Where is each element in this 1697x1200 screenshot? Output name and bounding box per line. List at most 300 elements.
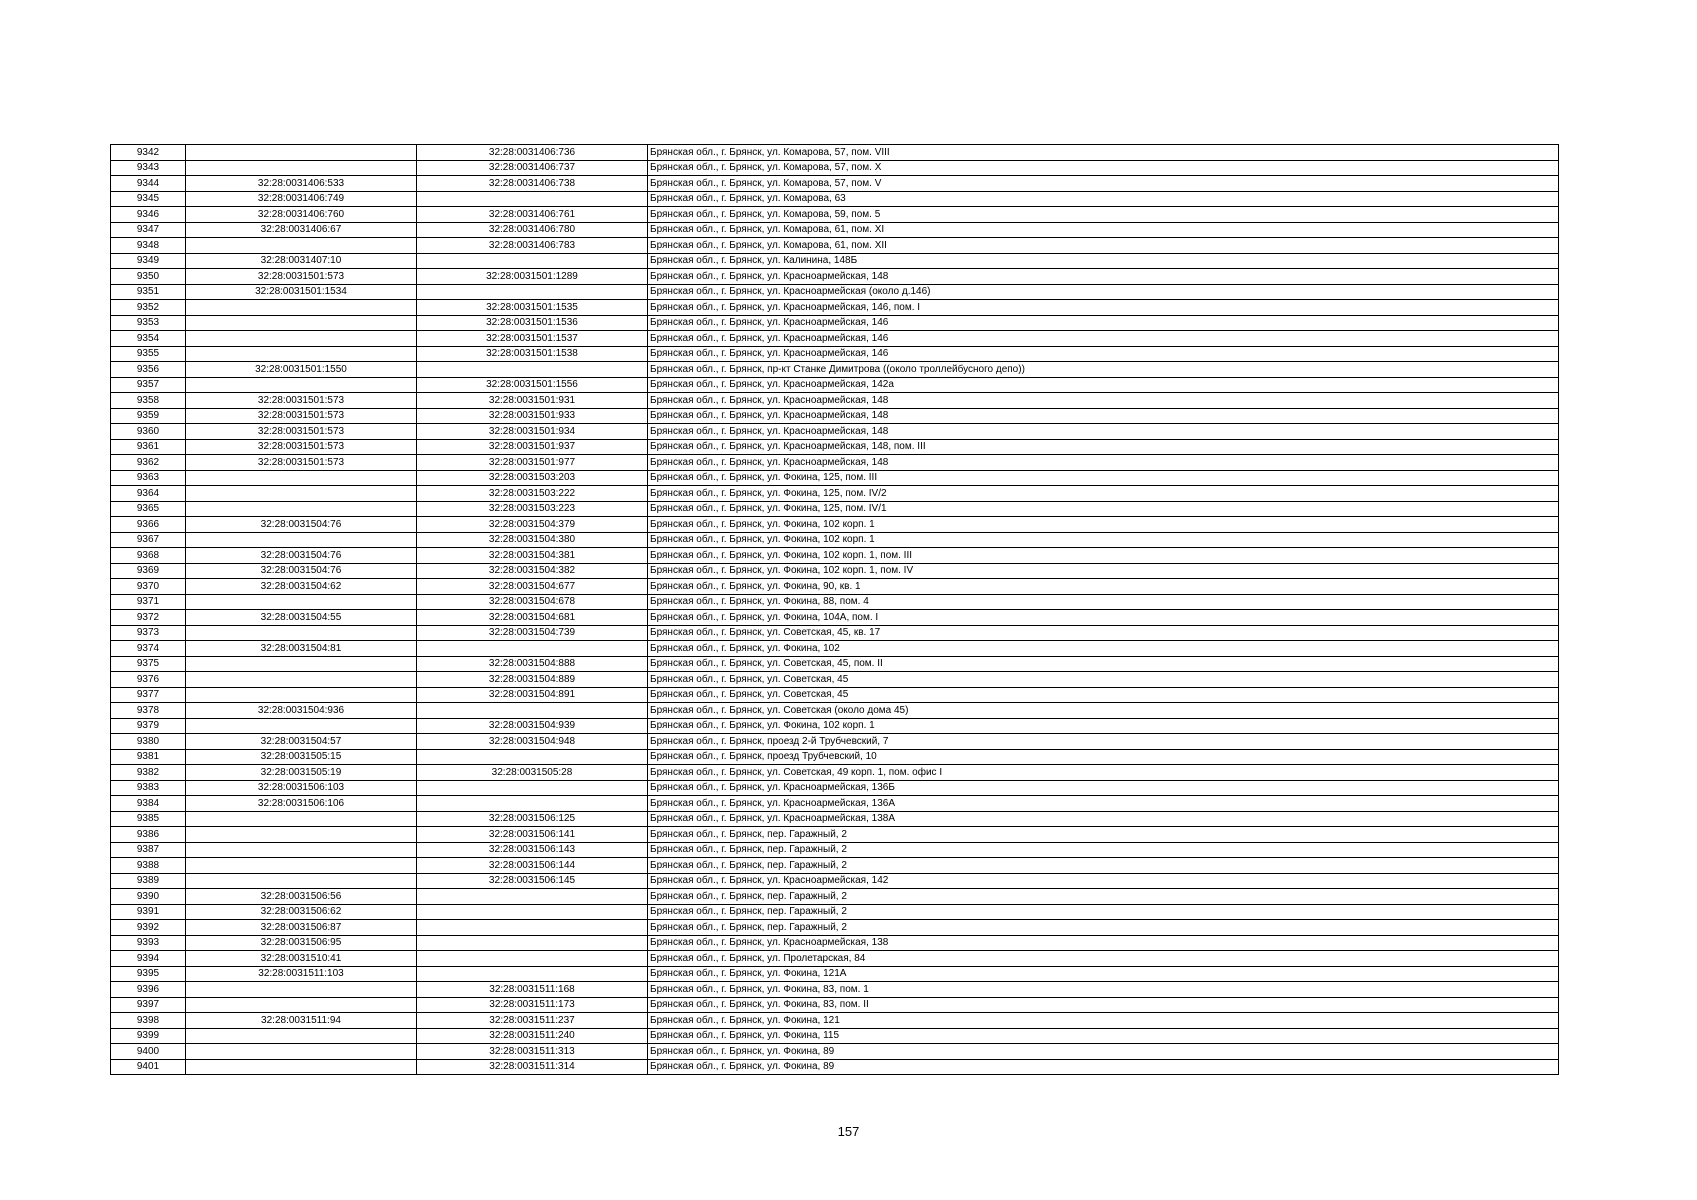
object-number-cell: 32:28:0031501:1537	[417, 331, 648, 347]
address-cell: Брянская обл., г. Брянск, ул. Фокина, 102 корп. 1, пом. IV	[648, 563, 1559, 579]
row-number-cell: 9374	[111, 641, 186, 657]
table-row	[111, 1013, 1559, 1029]
address-cell: Брянская обл., г. Брянск, ул. Фокина, 90, кв. 1	[648, 579, 1559, 595]
table-row	[111, 858, 1559, 874]
row-number-cell: 9393	[111, 935, 186, 951]
table-row	[111, 160, 1559, 176]
table-row	[111, 284, 1559, 300]
row-number-cell: 9388	[111, 858, 186, 874]
address-cell: Брянская обл., г. Брянск, ул. Советская, 49 корп. 1, пом. офис I	[648, 765, 1559, 781]
table-row	[111, 346, 1559, 362]
object-number-cell: 32:28:0031511:173	[417, 997, 648, 1013]
table-row	[111, 796, 1559, 812]
object-number-cell: 32:28:0031406:738	[417, 176, 648, 192]
row-number-cell: 9368	[111, 548, 186, 564]
address-cell: Брянская обл., г. Брянск, ул. Фокина, 89	[648, 1044, 1559, 1060]
row-number-cell: 9342	[111, 145, 186, 161]
object-number-cell: 32:28:0031503:222	[417, 486, 648, 502]
parcel-number-cell: 32:28:0031406:749	[186, 191, 417, 207]
row-number-cell: 9343	[111, 160, 186, 176]
row-number-cell: 9354	[111, 331, 186, 347]
address-cell: Брянская обл., г. Брянск, ул. Фокина, 102 корп. 1	[648, 532, 1559, 548]
object-number-cell	[417, 951, 648, 967]
parcel-number-cell: 32:28:0031504:81	[186, 641, 417, 657]
row-number-cell: 9390	[111, 889, 186, 905]
table-row	[111, 920, 1559, 936]
address-cell: Брянская обл., г. Брянск, ул. Фокина, 121	[648, 1013, 1559, 1029]
object-number-cell: 32:28:0031503:223	[417, 501, 648, 517]
row-number-cell: 9347	[111, 222, 186, 238]
table-row	[111, 470, 1559, 486]
object-number-cell: 32:28:0031501:1538	[417, 346, 648, 362]
address-cell: Брянская обл., г. Брянск, ул. Калинина, 148Б	[648, 253, 1559, 269]
object-number-cell: 32:28:0031511:168	[417, 982, 648, 998]
table-row	[111, 780, 1559, 796]
table-row	[111, 904, 1559, 920]
address-cell: Брянская обл., г. Брянск, ул. Комарова, 57, пом. X	[648, 160, 1559, 176]
table-row	[111, 842, 1559, 858]
object-number-cell: 32:28:0031501:1289	[417, 269, 648, 285]
parcel-number-cell	[186, 687, 417, 703]
address-cell: Брянская обл., г. Брянск, пер. Гаражный, 2	[648, 904, 1559, 920]
parcel-number-cell: 32:28:0031501:573	[186, 269, 417, 285]
table-row	[111, 300, 1559, 316]
table-row	[111, 687, 1559, 703]
object-number-cell: 32:28:0031501:1536	[417, 315, 648, 331]
address-cell: Брянская обл., г. Брянск, пер. Гаражный, 2	[648, 858, 1559, 874]
table-row	[111, 1059, 1559, 1075]
parcel-number-cell	[186, 160, 417, 176]
table-row	[111, 765, 1559, 781]
table-row	[111, 811, 1559, 827]
row-number-cell: 9400	[111, 1044, 186, 1060]
object-number-cell: 32:28:0031504:379	[417, 517, 648, 533]
parcel-number-cell: 32:28:0031407:10	[186, 253, 417, 269]
row-number-cell: 9364	[111, 486, 186, 502]
row-number-cell: 9363	[111, 470, 186, 486]
table-row	[111, 377, 1559, 393]
object-number-cell	[417, 749, 648, 765]
table-row	[111, 269, 1559, 285]
object-number-cell: 32:28:0031501:931	[417, 393, 648, 409]
row-number-cell: 9357	[111, 377, 186, 393]
table-row	[111, 935, 1559, 951]
table-row	[111, 625, 1559, 641]
address-cell: Брянская обл., г. Брянск, ул. Фокина, 83, пом. 1	[648, 982, 1559, 998]
table-row	[111, 439, 1559, 455]
object-number-cell: 32:28:0031511:314	[417, 1059, 648, 1075]
object-number-cell: 32:28:0031406:761	[417, 207, 648, 223]
row-number-cell: 9379	[111, 718, 186, 734]
object-number-cell	[417, 284, 648, 300]
address-cell: Брянская обл., г. Брянск, проезд 2-й Трубчевский, 7	[648, 734, 1559, 750]
address-cell: Брянская обл., г. Брянск, ул. Фокина, 89	[648, 1059, 1559, 1075]
object-number-cell	[417, 641, 648, 657]
row-number-cell: 9395	[111, 966, 186, 982]
row-number-cell: 9350	[111, 269, 186, 285]
object-number-cell	[417, 935, 648, 951]
row-number-cell: 9360	[111, 424, 186, 440]
address-cell: Брянская обл., г. Брянск, ул. Красноармейская, 146	[648, 346, 1559, 362]
address-cell: Брянская обл., г. Брянск, ул. Фокина, 102 корп. 1	[648, 718, 1559, 734]
row-number-cell: 9361	[111, 439, 186, 455]
parcel-number-cell	[186, 501, 417, 517]
row-number-cell: 9394	[111, 951, 186, 967]
row-number-cell: 9382	[111, 765, 186, 781]
object-number-cell: 32:28:0031406:737	[417, 160, 648, 176]
address-cell: Брянская обл., г. Брянск, ул. Фокина, 125, пом. IV/2	[648, 486, 1559, 502]
row-number-cell: 9346	[111, 207, 186, 223]
object-number-cell: 32:28:0031506:144	[417, 858, 648, 874]
table-row	[111, 222, 1559, 238]
address-cell: Брянская обл., г. Брянск, ул. Фокина, 88, пом. 4	[648, 594, 1559, 610]
address-cell: Брянская обл., г. Брянск, ул. Советская, 45, кв. 17	[648, 625, 1559, 641]
object-number-cell: 32:28:0031501:934	[417, 424, 648, 440]
address-cell: Брянская обл., г. Брянск, ул. Фокина, 104А, пом. I	[648, 610, 1559, 626]
parcel-number-cell	[186, 827, 417, 843]
table-row	[111, 749, 1559, 765]
row-number-cell: 9378	[111, 703, 186, 719]
table-row	[111, 517, 1559, 533]
address-cell: Брянская обл., г. Брянск, ул. Красноармейская, 138А	[648, 811, 1559, 827]
object-number-cell	[417, 253, 648, 269]
object-number-cell: 32:28:0031504:891	[417, 687, 648, 703]
object-number-cell: 32:28:0031504:382	[417, 563, 648, 579]
address-cell: Брянская обл., г. Брянск, ул. Красноармейская, 146	[648, 331, 1559, 347]
table-row	[111, 253, 1559, 269]
parcel-number-cell	[186, 625, 417, 641]
parcel-number-cell	[186, 873, 417, 889]
parcel-number-cell: 32:28:0031501:573	[186, 393, 417, 409]
address-cell: Брянская обл., г. Брянск, ул. Красноармейская, 148	[648, 269, 1559, 285]
parcel-number-cell: 32:28:0031505:19	[186, 765, 417, 781]
object-number-cell: 32:28:0031511:237	[417, 1013, 648, 1029]
table-row	[111, 563, 1559, 579]
table-row	[111, 548, 1559, 564]
row-number-cell: 9383	[111, 780, 186, 796]
object-number-cell	[417, 191, 648, 207]
address-cell: Брянская обл., г. Брянск, ул. Красноармейская, 136А	[648, 796, 1559, 812]
object-number-cell: 32:28:0031504:681	[417, 610, 648, 626]
address-cell: Брянская обл., г. Брянск, ул. Красноармейская, 148	[648, 424, 1559, 440]
address-cell: Брянская обл., г. Брянск, пер. Гаражный, 2	[648, 827, 1559, 843]
address-cell: Брянская обл., г. Брянск, пр-кт Станке Димитрова ((около троллейбусного депо))	[648, 362, 1559, 378]
row-number-cell: 9372	[111, 610, 186, 626]
table-row	[111, 238, 1559, 254]
object-number-cell: 32:28:0031506:125	[417, 811, 648, 827]
parcel-number-cell	[186, 300, 417, 316]
parcel-number-cell	[186, 1044, 417, 1060]
parcel-number-cell	[186, 842, 417, 858]
row-number-cell: 9359	[111, 408, 186, 424]
parcel-number-cell	[186, 982, 417, 998]
row-number-cell: 9391	[111, 904, 186, 920]
object-number-cell	[417, 796, 648, 812]
address-cell: Брянская обл., г. Брянск, ул. Фокина, 125, пом. III	[648, 470, 1559, 486]
parcel-number-cell	[186, 346, 417, 362]
address-cell: Брянская обл., г. Брянск, ул. Красноармейская, 148	[648, 408, 1559, 424]
object-number-cell: 32:28:0031501:977	[417, 455, 648, 471]
address-cell: Брянская обл., г. Брянск, ул. Красноармейская, 138	[648, 935, 1559, 951]
address-cell: Брянская обл., г. Брянск, ул. Фокина, 102 корп. 1	[648, 517, 1559, 533]
address-cell: Брянская обл., г. Брянск, ул. Советская (около дома 45)	[648, 703, 1559, 719]
row-number-cell: 9384	[111, 796, 186, 812]
parcel-number-cell	[186, 811, 417, 827]
row-number-cell: 9351	[111, 284, 186, 300]
table-row	[111, 827, 1559, 843]
parcel-number-cell: 32:28:0031501:1550	[186, 362, 417, 378]
parcel-number-cell: 32:28:0031511:94	[186, 1013, 417, 1029]
parcel-number-cell	[186, 1059, 417, 1075]
object-number-cell: 32:28:0031503:203	[417, 470, 648, 486]
parcel-number-cell	[186, 486, 417, 502]
parcel-number-cell	[186, 470, 417, 486]
parcel-number-cell	[186, 315, 417, 331]
table-row	[111, 966, 1559, 982]
row-number-cell: 9386	[111, 827, 186, 843]
parcel-number-cell: 32:28:0031406:67	[186, 222, 417, 238]
row-number-cell: 9371	[111, 594, 186, 610]
address-cell: Брянская обл., г. Брянск, ул. Советская, 45	[648, 687, 1559, 703]
row-number-cell: 9375	[111, 656, 186, 672]
object-number-cell	[417, 362, 648, 378]
address-cell: Брянская обл., г. Брянск, ул. Комарова, 57, пом. VIII	[648, 145, 1559, 161]
parcel-number-cell: 32:28:0031506:87	[186, 920, 417, 936]
parcel-number-cell: 32:28:0031510:41	[186, 951, 417, 967]
address-cell: Брянская обл., г. Брянск, проезд Трубчевский, 10	[648, 749, 1559, 765]
parcel-number-cell: 32:28:0031501:573	[186, 455, 417, 471]
parcel-number-cell	[186, 858, 417, 874]
object-number-cell: 32:28:0031504:948	[417, 734, 648, 750]
address-cell: Брянская обл., г. Брянск, ул. Фокина, 115	[648, 1028, 1559, 1044]
object-number-cell: 32:28:0031406:783	[417, 238, 648, 254]
parcel-number-cell: 32:28:0031504:936	[186, 703, 417, 719]
object-number-cell: 32:28:0031504:381	[417, 548, 648, 564]
row-number-cell: 9362	[111, 455, 186, 471]
object-number-cell: 32:28:0031504:939	[417, 718, 648, 734]
row-number-cell: 9358	[111, 393, 186, 409]
row-number-cell: 9376	[111, 672, 186, 688]
object-number-cell: 32:28:0031511:313	[417, 1044, 648, 1060]
parcel-number-cell: 32:28:0031504:55	[186, 610, 417, 626]
table-row	[111, 362, 1559, 378]
table-row	[111, 207, 1559, 223]
row-number-cell: 9389	[111, 873, 186, 889]
address-cell: Брянская обл., г. Брянск, ул. Комарова, 59, пом. 5	[648, 207, 1559, 223]
row-number-cell: 9353	[111, 315, 186, 331]
table-row	[111, 532, 1559, 548]
address-cell: Брянская обл., г. Брянск, ул. Фокина, 125, пом. IV/1	[648, 501, 1559, 517]
parcel-number-cell	[186, 672, 417, 688]
object-number-cell	[417, 703, 648, 719]
object-number-cell: 32:28:0031406:780	[417, 222, 648, 238]
row-number-cell: 9367	[111, 532, 186, 548]
parcel-number-cell: 32:28:0031504:76	[186, 548, 417, 564]
row-number-cell: 9381	[111, 749, 186, 765]
address-cell: Брянская обл., г. Брянск, ул. Советская, 45	[648, 672, 1559, 688]
row-number-cell: 9392	[111, 920, 186, 936]
table-row	[111, 176, 1559, 192]
parcel-number-cell: 32:28:0031506:95	[186, 935, 417, 951]
address-cell: Брянская обл., г. Брянск, ул. Красноармейская, 148, пом. III	[648, 439, 1559, 455]
table-row	[111, 408, 1559, 424]
table-row	[111, 455, 1559, 471]
object-number-cell: 32:28:0031504:888	[417, 656, 648, 672]
row-number-cell: 9370	[111, 579, 186, 595]
parcel-number-cell: 32:28:0031406:533	[186, 176, 417, 192]
table-row	[111, 734, 1559, 750]
object-number-cell: 32:28:0031504:739	[417, 625, 648, 641]
object-number-cell: 32:28:0031504:889	[417, 672, 648, 688]
table-body	[111, 145, 1559, 1075]
address-cell: Брянская обл., г. Брянск, ул. Красноармейская, 142а	[648, 377, 1559, 393]
table-row	[111, 982, 1559, 998]
address-cell: Брянская обл., г. Брянск, ул. Фокина, 102 корп. 1, пом. III	[648, 548, 1559, 564]
table-row	[111, 656, 1559, 672]
cadastral-table	[110, 144, 1559, 1075]
table-row	[111, 951, 1559, 967]
object-number-cell: 32:28:0031506:143	[417, 842, 648, 858]
parcel-number-cell	[186, 718, 417, 734]
table-row	[111, 594, 1559, 610]
address-cell: Брянская обл., г. Брянск, ул. Красноармейская, 148	[648, 393, 1559, 409]
row-number-cell: 9377	[111, 687, 186, 703]
table-row	[111, 191, 1559, 207]
table-row	[111, 393, 1559, 409]
parcel-number-cell: 32:28:0031506:106	[186, 796, 417, 812]
parcel-number-cell: 32:28:0031501:573	[186, 439, 417, 455]
parcel-number-cell: 32:28:0031504:57	[186, 734, 417, 750]
address-cell: Брянская обл., г. Брянск, ул. Комарова, 63	[648, 191, 1559, 207]
object-number-cell: 32:28:0031504:677	[417, 579, 648, 595]
parcel-number-cell	[186, 1028, 417, 1044]
row-number-cell: 9399	[111, 1028, 186, 1044]
parcel-number-cell: 32:28:0031506:103	[186, 780, 417, 796]
row-number-cell: 9352	[111, 300, 186, 316]
address-cell: Брянская обл., г. Брянск, ул. Фокина, 121А	[648, 966, 1559, 982]
row-number-cell: 9369	[111, 563, 186, 579]
parcel-number-cell: 32:28:0031504:62	[186, 579, 417, 595]
object-number-cell: 32:28:0031501:933	[417, 408, 648, 424]
row-number-cell: 9344	[111, 176, 186, 192]
table-row	[111, 145, 1559, 161]
parcel-number-cell: 32:28:0031504:76	[186, 517, 417, 533]
parcel-number-cell: 32:28:0031501:1534	[186, 284, 417, 300]
row-number-cell: 9349	[111, 253, 186, 269]
row-number-cell: 9396	[111, 982, 186, 998]
table-row	[111, 424, 1559, 440]
object-number-cell: 32:28:0031511:240	[417, 1028, 648, 1044]
address-cell: Брянская обл., г. Брянск, ул. Комарова, 61, пом. XII	[648, 238, 1559, 254]
address-cell: Брянская обл., г. Брянск, пер. Гаражный, 2	[648, 920, 1559, 936]
table-row	[111, 486, 1559, 502]
parcel-number-cell	[186, 145, 417, 161]
object-number-cell: 32:28:0031506:141	[417, 827, 648, 843]
object-number-cell: 32:28:0031504:380	[417, 532, 648, 548]
object-number-cell: 32:28:0031501:937	[417, 439, 648, 455]
parcel-number-cell: 32:28:0031506:62	[186, 904, 417, 920]
table-row	[111, 315, 1559, 331]
address-cell: Брянская обл., г. Брянск, ул. Красноармейская, 146	[648, 315, 1559, 331]
parcel-number-cell	[186, 997, 417, 1013]
object-number-cell: 32:28:0031504:678	[417, 594, 648, 610]
parcel-number-cell: 32:28:0031506:56	[186, 889, 417, 905]
table-row	[111, 331, 1559, 347]
object-number-cell	[417, 780, 648, 796]
row-number-cell: 9355	[111, 346, 186, 362]
row-number-cell: 9348	[111, 238, 186, 254]
address-cell: Брянская обл., г. Брянск, ул. Комарова, 57, пом. V	[648, 176, 1559, 192]
object-number-cell	[417, 904, 648, 920]
address-cell: Брянская обл., г. Брянск, ул. Красноармейская, 148	[648, 455, 1559, 471]
table-row	[111, 501, 1559, 517]
object-number-cell: 32:28:0031501:1535	[417, 300, 648, 316]
table-row	[111, 889, 1559, 905]
object-number-cell: 32:28:0031406:736	[417, 145, 648, 161]
address-cell: Брянская обл., г. Брянск, ул. Фокина, 83, пом. II	[648, 997, 1559, 1013]
table-row	[111, 610, 1559, 626]
address-cell: Брянская обл., г. Брянск, пер. Гаражный, 2	[648, 889, 1559, 905]
row-number-cell: 9356	[111, 362, 186, 378]
table-row	[111, 703, 1559, 719]
row-number-cell: 9385	[111, 811, 186, 827]
parcel-number-cell	[186, 331, 417, 347]
row-number-cell: 9398	[111, 1013, 186, 1029]
row-number-cell: 9366	[111, 517, 186, 533]
table-row	[111, 997, 1559, 1013]
row-number-cell: 9401	[111, 1059, 186, 1075]
address-cell: Брянская обл., г. Брянск, ул. Пролетарская, 84	[648, 951, 1559, 967]
address-cell: Брянская обл., г. Брянск, ул. Фокина, 102	[648, 641, 1559, 657]
address-cell: Брянская обл., г. Брянск, ул. Красноармейская, 136Б	[648, 780, 1559, 796]
address-cell: Брянская обл., г. Брянск, ул. Советская, 45, пом. II	[648, 656, 1559, 672]
table-row	[111, 1028, 1559, 1044]
address-cell: Брянская обл., г. Брянск, пер. Гаражный, 2	[648, 842, 1559, 858]
table-row	[111, 873, 1559, 889]
address-cell: Брянская обл., г. Брянск, ул. Красноармейская, 142	[648, 873, 1559, 889]
table-row	[111, 1044, 1559, 1060]
object-number-cell	[417, 920, 648, 936]
parcel-number-cell	[186, 238, 417, 254]
row-number-cell: 9345	[111, 191, 186, 207]
address-cell: Брянская обл., г. Брянск, ул. Комарова, 61, пом. XI	[648, 222, 1559, 238]
object-number-cell: 32:28:0031505:28	[417, 765, 648, 781]
parcel-number-cell	[186, 594, 417, 610]
object-number-cell: 32:28:0031501:1556	[417, 377, 648, 393]
table-row	[111, 579, 1559, 595]
page-number: 157	[837, 1124, 860, 1139]
parcel-number-cell	[186, 656, 417, 672]
address-cell: Брянская обл., г. Брянск, ул. Красноармейская, 146, пом. I	[648, 300, 1559, 316]
parcel-number-cell: 32:28:0031505:15	[186, 749, 417, 765]
object-number-cell: 32:28:0031506:145	[417, 873, 648, 889]
parcel-number-cell: 32:28:0031504:76	[186, 563, 417, 579]
row-number-cell: 9365	[111, 501, 186, 517]
row-number-cell: 9380	[111, 734, 186, 750]
parcel-number-cell	[186, 532, 417, 548]
table-row	[111, 641, 1559, 657]
parcel-number-cell: 32:28:0031501:573	[186, 424, 417, 440]
parcel-number-cell: 32:28:0031501:573	[186, 408, 417, 424]
table-row	[111, 672, 1559, 688]
row-number-cell: 9397	[111, 997, 186, 1013]
object-number-cell	[417, 966, 648, 982]
row-number-cell: 9373	[111, 625, 186, 641]
row-number-cell: 9387	[111, 842, 186, 858]
object-number-cell	[417, 889, 648, 905]
parcel-number-cell	[186, 377, 417, 393]
parcel-number-cell: 32:28:0031511:103	[186, 966, 417, 982]
